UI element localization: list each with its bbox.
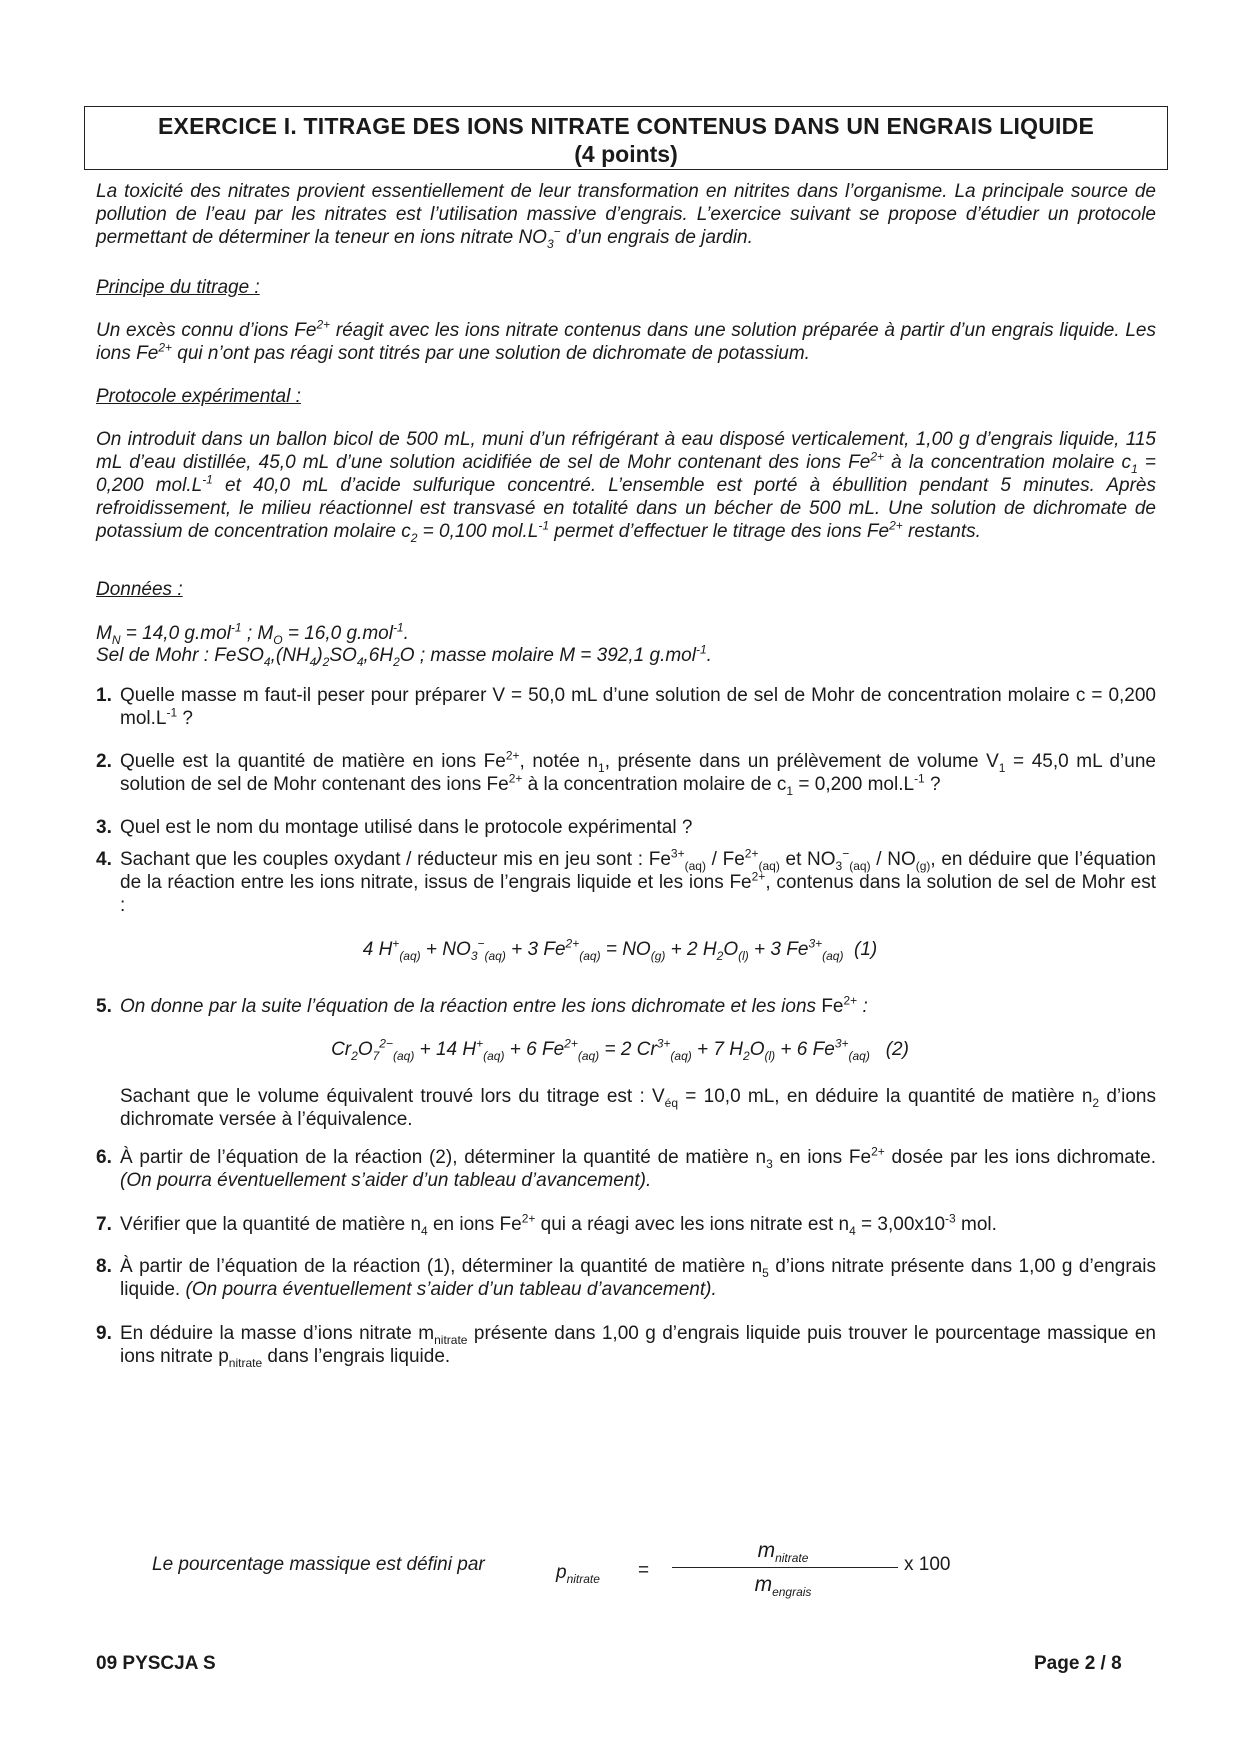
question-5-continued: Sachant que le volume équivalent trouvé lors du titrage est : $V_{éq} = 10,0$ mL, en déduire la quantité de matière $n_2$ d’ions dichromate versée à l’équivalence.: [120, 1086, 1157, 1130]
question-7: 7. Vérifier que la quantité de matière $n_4$ en ions $Fe^{2+}$ qui a réagi avec les ions nitrate est $n_4 = 3,00x10^{-3}$ mol.: [96, 1211, 997, 1238]
donnees-masses: $M_N = 14,0$ g.mol$^{-1}$ ; $M_O = 16,0$ g.mol$^{-1}$.: [96, 620, 409, 647]
principe-heading: Principe du titrage :: [96, 277, 260, 298]
percentage-fraction: [672, 1539, 894, 1603]
equation-1: 4 $H^+_{(aq)} + NO_3^-_{(aq)} + 3$ $Fe^{2+}_{(aq)} = NO_{(g)} + 2$ $H_2O_{(l)} + 3$ $Fe^{3+}_{(aq)}$ (1): [362, 936, 878, 963]
donnees-sel-de-mohr: Sel de Mohr : $FeSO_4,(NH_4)_2SO_4,6H_2O$ ; masse molaire M = 392,1 g.mol$^{-1}$.: [96, 642, 712, 669]
question-8: 8. À partir de l’équation de la réaction (1), déterminer la quantité de matière $n_5$ d’ions nitrate présente dans 1,00 g d’engrais liquide. (On pourra éventuellement s’aider d’un tableau d’avancement).: [96, 1256, 1156, 1300]
protocole-paragraph: On introduit dans un ballon bicol de 500 mL, muni d’un réfrigérant à eau disposé verticalement, 1,00 g d’engrais liquide, 115 mL d’eau distillée, 45,0 mL d’une solution acidifiée de sel de Mohr contenant des ions $Fe^{2+}$ à la concentration molaire $c_1 = 0,200$ $mol.L^{-1}$ et 40,0 mL d’acide sulfurique concentré. L’ensemble est porté à ébullition pendant 5 minutes. Après refroidissement, le milieu réactionnel est transvasé en totalité dans un bécher de 500 mL. Une solution de dichromate de potassium de concentration molaire $c_2 = 0,100$ $mol.L^{-1}$ permet d’effectuer le titrage des ions $Fe^{2+}$ restants.: [96, 429, 1157, 545]
percentage-formula: [152, 1539, 1052, 1613]
principe-paragraph: Un excès connu d’ions $Fe^{2+}$ réagit avec les ions nitrate contenus dans une solution préparée à partir d’un engrais liquide. Les ions $Fe^{2+}$ qui n’ont pas réagi sont titrés par une solution de dichromate de potassium.: [96, 317, 1156, 364]
footer-code: 09 PYSCJA S: [96, 1653, 216, 1674]
percentage-equals: =: [638, 1560, 650, 1581]
question-9: 9. En déduire la masse d’ions nitrate $m_{nitrate}$ présente dans 1,00 g d’engrais liquide puis trouver le pourcentage massique en ions nitrate $p_{nitrate}$ dans l’engrais liquide.: [96, 1323, 1157, 1370]
question-3: 3. Quel est le nom du montage utilisé dans le protocole expérimental ?: [96, 817, 693, 838]
exercise-title: EXERCICE I. TITRAGE DES IONS NITRATE CONTENUS DANS UN ENGRAIS LIQUIDE: [157, 113, 1094, 139]
fraction-numerator: $m_{nitrate}$: [757, 1539, 809, 1566]
question-5: 5. On donne par la suite l’équation de la réaction entre les ions dichromate et les ions $Fe^{2+}$ :: [96, 993, 868, 1017]
question-2: 2. Quelle est la quantité de matière en ions $Fe^{2+}$, notée $n_1$, présente dans un prélèvement de volume $V_1 = 45,0$ mL d’une solution de sel de Mohr contenant des ions $Fe^{2+}$ à la concentration molaire de $c_1 = 0,200$ $mol.L^{-1}$ ?: [96, 748, 1156, 798]
question-4: 4. Sachant que les couples oxydant / réducteur mis en jeu sont : $Fe^{3+}_{(aq)} / Fe^{2+}_{(aq)}$ et $NO_3^-_{(aq)} / NO_{(g)}$, en déduire que l’équation de la réaction entre les ions nitrate, issus de l’engrais liquide et les ions $Fe^{2+}$, contenus dans la solution de sel de Mohr est :: [96, 846, 1156, 916]
equation-2: $Cr_2O_7^{2-}_{(aq)} + 14$ $H^+_{(aq)} + 6$ $Fe^{2+}_{(aq)} = 2$ $Cr^{3+}_{(aq)} + 7$ $H_2O_{(l)} + 6$ $Fe^{3+}_{(aq)}$ (2): [331, 1036, 909, 1063]
donnees-heading: Données :: [96, 579, 183, 600]
question-1: 1. Quelle masse m faut-il peser pour préparer V = 50,0 mL d’une solution de sel de Mohr de concentration molaire c = 0,200 $mol.L^{-1}$ ?: [96, 685, 1156, 729]
intro-paragraph: La toxicité des nitrates provient essentiellement de leur transformation en nitrites dans l’organisme. La principale source de pollution de l’eau par les nitrates est l’utilisation massive d’engrais. L’exercice suivant se propose d’étudier un protocole permettant de déterminer la teneur en ions nitrate $NO_3^-$ d’un engrais de jardin.: [96, 181, 1156, 251]
percentage-symbol: $p_{nitrate}$: [556, 1562, 600, 1586]
fraction-bar: [672, 1567, 898, 1568]
percentage-multiplier: x 100: [904, 1554, 951, 1575]
question-6: 6. À partir de l’équation de la réaction (2), déterminer la quantité de matière $n_3$ en ions $Fe^{2+}$ dosée par les ions dichromate. (On pourra éventuellement s’aider d’un tableau d’avancement).: [96, 1144, 1156, 1191]
footer-page-number: Page 2 / 8: [1034, 1653, 1122, 1674]
exercise-points: (4 points): [574, 141, 678, 167]
percentage-label: Le pourcentage massique est défini par: [152, 1554, 485, 1575]
fraction-denominator: $m_{engrais}$: [754, 1573, 812, 1600]
protocole-heading: Protocole expérimental :: [96, 386, 301, 407]
exercise-title-box: [84, 106, 1168, 170]
